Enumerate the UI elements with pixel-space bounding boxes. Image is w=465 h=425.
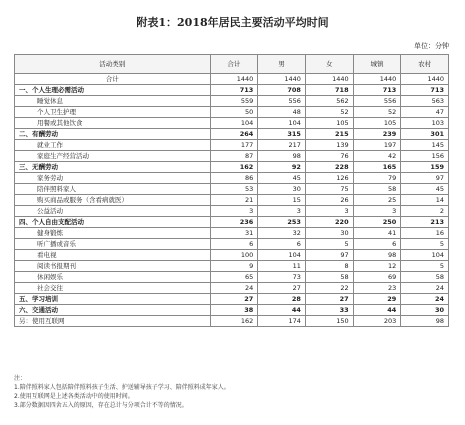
row-label: 个人卫生护理 [15, 107, 211, 118]
category-row [15, 162, 449, 173]
value-total: 21 [210, 195, 258, 206]
value-female: 76 [305, 151, 353, 162]
value-male: 30 [258, 184, 306, 195]
value-urban: 6 [353, 239, 401, 250]
value-urban: 79 [353, 173, 401, 184]
value-rural: 213 [401, 217, 449, 228]
value-male: 28 [258, 294, 306, 305]
value-rural: 156 [401, 151, 449, 162]
subcategory-row [15, 107, 449, 118]
row-label: 听广播或音乐 [15, 239, 211, 250]
table-row [15, 74, 449, 85]
value-female: 52 [305, 107, 353, 118]
value-urban: 98 [353, 250, 401, 261]
subcategory-row [15, 140, 449, 151]
value-total: 6 [210, 239, 258, 250]
subcategory-row [15, 283, 449, 294]
subcategory-row [15, 173, 449, 184]
row-label: 三、无酬劳动 [15, 162, 211, 173]
value-male: 556 [258, 96, 306, 107]
row-label: 一、个人生理必需活动 [15, 85, 211, 96]
header-female: 女 [305, 55, 353, 74]
value-total: 24 [210, 283, 258, 294]
header-rural: 农村 [401, 55, 449, 74]
value-female: 562 [305, 96, 353, 107]
subcategory-row [15, 272, 449, 283]
value-rural: 2 [401, 206, 449, 217]
value-total: 100 [210, 250, 258, 261]
value-urban: 58 [353, 184, 401, 195]
value-female: 30 [305, 228, 353, 239]
footnotes [14, 374, 449, 410]
value-female: 58 [305, 272, 353, 283]
value-male: 15 [258, 195, 306, 206]
value-rural: 1440 [401, 74, 449, 85]
value-urban: 203 [353, 316, 401, 327]
value-rural: 563 [401, 96, 449, 107]
subcategory-row [15, 118, 449, 129]
value-total: 162 [210, 162, 258, 173]
value-male: 92 [258, 162, 306, 173]
value-total: 177 [210, 140, 258, 151]
header-category: 活动类别 [15, 55, 211, 74]
value-female: 33 [305, 305, 353, 316]
value-female: 26 [305, 195, 353, 206]
value-total: 162 [210, 316, 258, 327]
value-female: 75 [305, 184, 353, 195]
value-female: 3 [305, 206, 353, 217]
category-row [15, 294, 449, 305]
row-label: 公益活动 [15, 206, 211, 217]
value-urban: 42 [353, 151, 401, 162]
value-total: 31 [210, 228, 258, 239]
row-label: 合计 [15, 74, 211, 85]
value-female: 126 [305, 173, 353, 184]
value-male: 253 [258, 217, 306, 228]
activity-time-table [14, 54, 449, 327]
value-total: 264 [210, 129, 258, 140]
value-total: 38 [210, 305, 258, 316]
footnote-heading: 注： [14, 375, 27, 382]
value-male: 45 [258, 173, 306, 184]
table-body [15, 74, 449, 327]
value-urban: 52 [353, 107, 401, 118]
row-label: 健身锻炼 [15, 228, 211, 239]
value-female: 5 [305, 239, 353, 250]
subcategory-row [15, 96, 449, 107]
value-rural: 103 [401, 118, 449, 129]
value-total: 559 [210, 96, 258, 107]
footnote-2: 2.使用互联网是上述各类活动中的使用时间。 [14, 393, 134, 400]
value-rural: 58 [401, 272, 449, 283]
value-total: 87 [210, 151, 258, 162]
subcategory-row [15, 195, 449, 206]
category-row [15, 129, 449, 140]
row-label: 六、交通活动 [15, 305, 211, 316]
value-urban: 556 [353, 96, 401, 107]
value-male: 48 [258, 107, 306, 118]
subcategory-row [15, 206, 449, 217]
row-label: 用餐或其他饮食 [15, 118, 211, 129]
value-urban: 29 [353, 294, 401, 305]
row-label: 陪伴照料家人 [15, 184, 211, 195]
row-label: 看电视 [15, 250, 211, 261]
value-male: 3 [258, 206, 306, 217]
row-label: 就业工作 [15, 140, 211, 151]
value-rural: 104 [401, 250, 449, 261]
value-rural: 97 [401, 173, 449, 184]
value-male: 104 [258, 118, 306, 129]
category-row [15, 85, 449, 96]
row-label: 家务劳动 [15, 173, 211, 184]
value-rural: 159 [401, 162, 449, 173]
value-total: 86 [210, 173, 258, 184]
unit-label: 单位：分钟 [414, 42, 449, 50]
value-urban: 1440 [353, 74, 401, 85]
subcategory-row [15, 239, 449, 250]
value-female: 8 [305, 261, 353, 272]
value-urban: 197 [353, 140, 401, 151]
value-rural: 45 [401, 184, 449, 195]
value-male: 11 [258, 261, 306, 272]
header-row [15, 55, 449, 74]
header-male: 男 [258, 55, 306, 74]
value-male: 217 [258, 140, 306, 151]
value-rural: 30 [401, 305, 449, 316]
value-total: 1440 [210, 74, 258, 85]
row-label: 睡觉休息 [15, 96, 211, 107]
subcategory-row [15, 228, 449, 239]
value-male: 315 [258, 129, 306, 140]
value-urban: 3 [353, 206, 401, 217]
value-total: 713 [210, 85, 258, 96]
value-female: 97 [305, 250, 353, 261]
value-rural: 24 [401, 283, 449, 294]
value-female: 27 [305, 294, 353, 305]
value-total: 236 [210, 217, 258, 228]
value-rural: 5 [401, 261, 449, 272]
value-total: 50 [210, 107, 258, 118]
row-label: 家庭生产经营活动 [15, 151, 211, 162]
value-rural: 98 [401, 316, 449, 327]
value-female: 718 [305, 85, 353, 96]
value-total: 65 [210, 272, 258, 283]
value-total: 27 [210, 294, 258, 305]
value-female: 220 [305, 217, 353, 228]
value-rural: 14 [401, 195, 449, 206]
value-urban: 25 [353, 195, 401, 206]
value-rural: 713 [401, 85, 449, 96]
header-urban: 城镇 [353, 55, 401, 74]
value-urban: 250 [353, 217, 401, 228]
value-urban: 12 [353, 261, 401, 272]
value-male: 174 [258, 316, 306, 327]
footnote-1: 1.陪伴照料家人包括陪伴照料孩子生活、护送辅导孩子学习、陪伴照料成年家人。 [14, 384, 230, 391]
value-total: 3 [210, 206, 258, 217]
value-total: 9 [210, 261, 258, 272]
subcategory-row [15, 184, 449, 195]
subcategory-row [15, 250, 449, 261]
header-total: 合计 [210, 55, 258, 74]
value-total: 104 [210, 118, 258, 129]
row-label: 阅读书报期刊 [15, 261, 211, 272]
value-female: 22 [305, 283, 353, 294]
value-female: 105 [305, 118, 353, 129]
table-row [15, 316, 449, 327]
value-rural: 5 [401, 239, 449, 250]
footnote-3: 3.部分数据因四舍五入的原因，存在总计与分项合计不等的情况。 [14, 402, 188, 409]
row-label: 另：使用互联网 [15, 316, 211, 327]
value-urban: 41 [353, 228, 401, 239]
category-row [15, 305, 449, 316]
category-row [15, 217, 449, 228]
value-male: 73 [258, 272, 306, 283]
value-male: 1440 [258, 74, 306, 85]
value-male: 6 [258, 239, 306, 250]
value-female: 1440 [305, 74, 353, 85]
row-label: 休闲娱乐 [15, 272, 211, 283]
value-female: 215 [305, 129, 353, 140]
value-female: 150 [305, 316, 353, 327]
value-rural: 145 [401, 140, 449, 151]
value-male: 44 [258, 305, 306, 316]
row-label: 购买商品或服务（含看病就医） [15, 195, 211, 206]
row-label: 二、有酬劳动 [15, 129, 211, 140]
value-male: 708 [258, 85, 306, 96]
value-urban: 165 [353, 162, 401, 173]
table-title: 附表1：2018年居民主要活动平均时间 [136, 16, 329, 29]
value-female: 139 [305, 140, 353, 151]
value-rural: 301 [401, 129, 449, 140]
row-label: 五、学习培训 [15, 294, 211, 305]
value-male: 104 [258, 250, 306, 261]
value-male: 27 [258, 283, 306, 294]
value-urban: 23 [353, 283, 401, 294]
value-rural: 47 [401, 107, 449, 118]
row-label: 社会交往 [15, 283, 211, 294]
value-urban: 713 [353, 85, 401, 96]
value-rural: 16 [401, 228, 449, 239]
value-male: 32 [258, 228, 306, 239]
value-total: 53 [210, 184, 258, 195]
subcategory-row [15, 151, 449, 162]
value-urban: 105 [353, 118, 401, 129]
value-rural: 24 [401, 294, 449, 305]
value-urban: 44 [353, 305, 401, 316]
value-urban: 69 [353, 272, 401, 283]
row-label: 四、个人自由支配活动 [15, 217, 211, 228]
value-female: 228 [305, 162, 353, 173]
subcategory-row [15, 261, 449, 272]
value-male: 98 [258, 151, 306, 162]
value-urban: 239 [353, 129, 401, 140]
